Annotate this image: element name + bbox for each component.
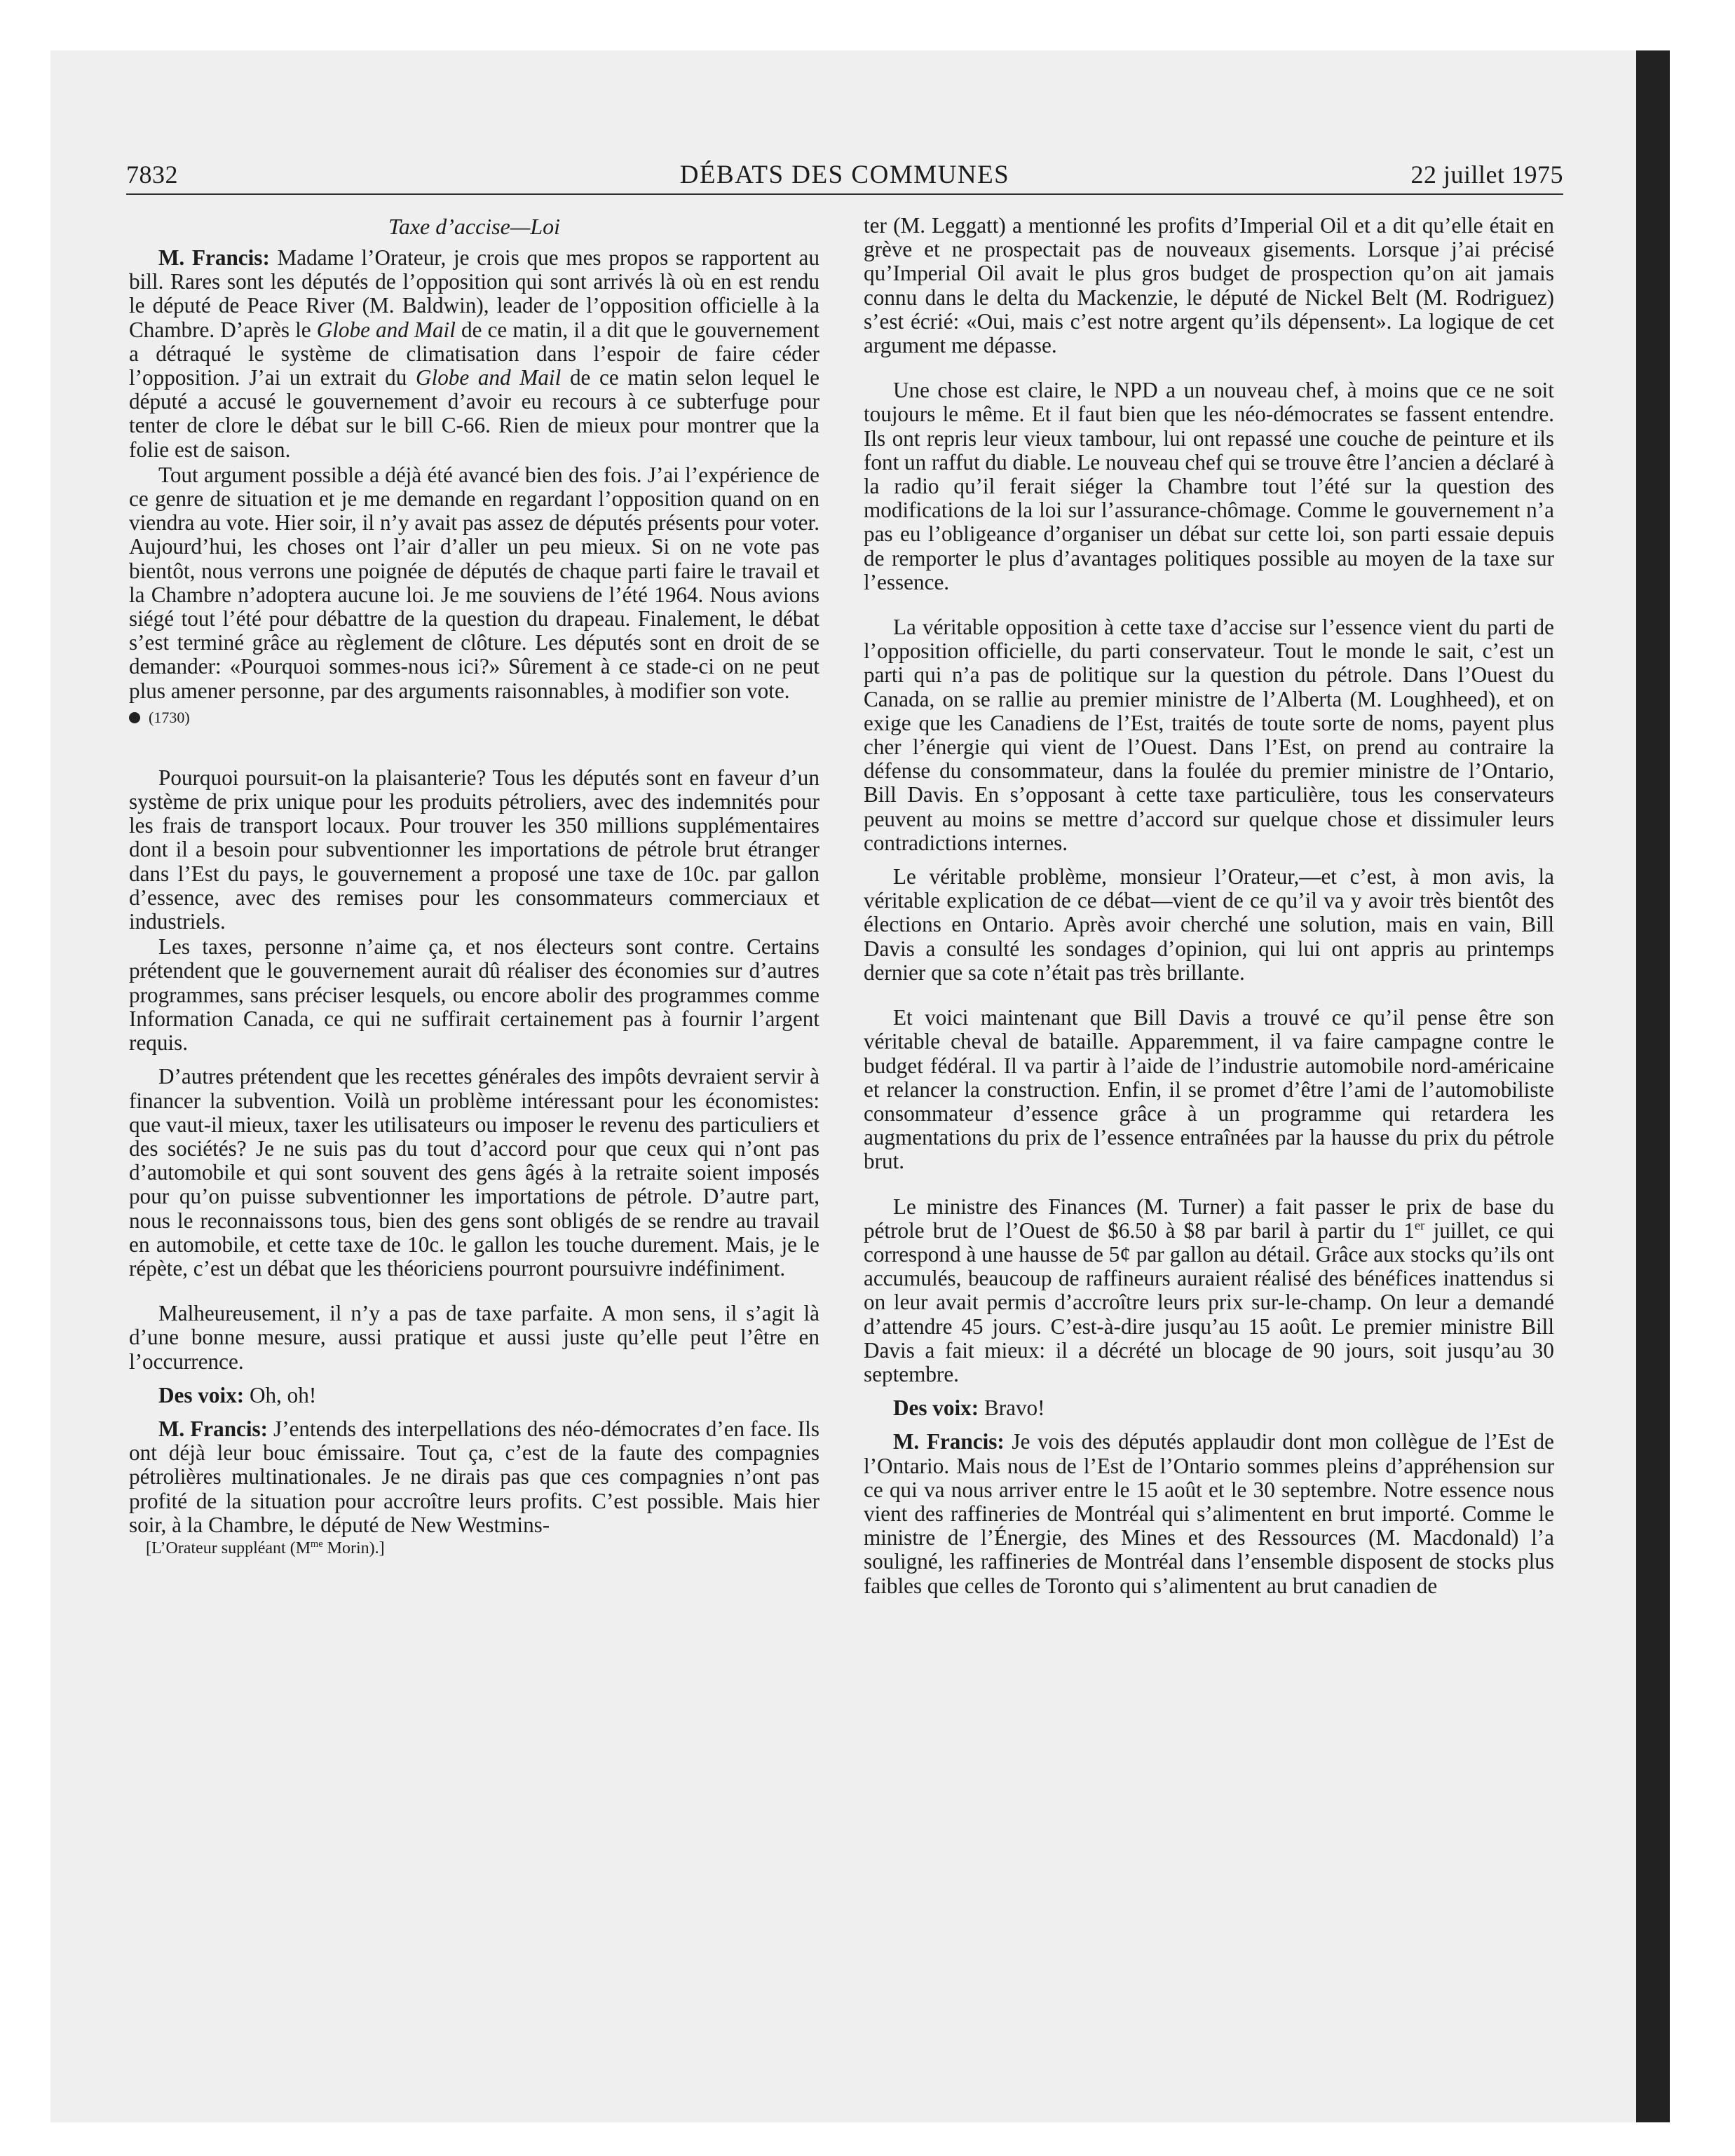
- paragraph-text: Le ministre des Finances (M. Turner) a fait passer le prix de base du pétrole brut de l’Ouest de $6.50 à $8 par baril à partir du 1: [864, 1194, 1554, 1243]
- page-number: 7832: [126, 161, 178, 189]
- paragraph: [864, 1195, 1554, 1387]
- paragraph: Tout argument possible a déjà été avancé bien des fois. J’ai l’expérience de ce genre de situation et je me demande en regardant l’opposition quand on en viendra au vote. Hier soir, il n’y avait pas assez de députés présents pour voter. Aujourd’hui, les choses ont l’air d’aller un peu mieux. Si on ne vote pas bientôt, nous verrons une poignée de députés de chaque parti faire le travail et la Chambre n’adoptera aucune loi. Je me souviens de l’été 1964. Nous avions siégé tout l’été pour débattre de la question du drapeau. Finalement, le débat s’est terminé grâce au règlement de clôture. Les députés sont en droit de se demander: «Pourquoi sommes-nous ici?» Sûrement à ce stade-ci on ne peut plus amener personne, par des arguments raisonnables, à modifier son vote.: [129, 462, 819, 703]
- chair-note-superscript: me: [311, 1538, 323, 1550]
- paragraph: [864, 1430, 1554, 1597]
- publication-title: Globe and Mail: [316, 317, 456, 342]
- paragraph: Malheureusement, il n’y a pas de taxe parfaite. A mon sens, il s’agit là d’une bonne mesure, aussi pratique et aussi juste qu’elle peut l’être en l’occurrence.: [129, 1301, 819, 1374]
- bullet-dot-icon: [129, 712, 140, 723]
- right-column: [864, 214, 1554, 1608]
- speaker-name: M. Francis:: [158, 1416, 268, 1441]
- paragraph: Pourquoi poursuit-on la plaisanterie? Tous les députés sont en faveur d’un système de prix unique pour les produits pétroliers, avec des indemnités pour les frais de transport locaux. Pour trouver les 350 millions supplémentaires dont il a besoin pour subventionner les importations de pétrole brut étranger dans l’Est du pays, le gouvernement a proposé une taxe de 10c. par gallon d’essence, avec des remises pour les consommateurs commerciaux et industriels.: [129, 765, 819, 934]
- time-marker-text: (1730): [149, 708, 190, 726]
- paragraph-text: de ce matin, il a dit que le gouvernement a détraqué le système de climatisation dans l’espoir de faire céder l’opposition. J’ai un extrait du: [129, 317, 819, 390]
- page-date: 22 juillet 1975: [1410, 161, 1563, 189]
- speaker-name: Des voix:: [158, 1382, 245, 1407]
- paragraph: [129, 246, 819, 462]
- paragraph: Les taxes, personne n’aime ça, et nos électeurs sont contre. Certains prétendent que le gouvernement aurait dû réaliser des économies sur d’autres programmes, sans préciser lesquels, ou encore abolir des programmes comme Information Canada, ce qui ne suffirait certainement pas à fournir l’argent requis.: [129, 934, 819, 1056]
- journal-title: DÉBATS DES COMMUNES: [679, 161, 1010, 189]
- left-column: [129, 214, 819, 1558]
- paragraph-text: Je vois des députés applaudir dont mon collègue de l’Est de l’Ontario. Mais nous de l’Est de l’Ontario sommes pleins d’appréhension sur ce qui va nous arriver entre le 15 août et le 30 septembre. Notre essence nous vient des raffineries de Montréal qui s’alimentent en brut importé. Comme le ministre de l’Énergie, des Mines et des Ressources (M. Macdonald) l’a souligné, les raffineries de Montréal dans l’ensemble disposent de stocks plus faibles que celles de Toronto qui s’alimentent au brut canadien de: [864, 1429, 1554, 1598]
- section-title: Taxe d’accise—Loi: [388, 214, 560, 239]
- paragraph-text: Madame l’Orateur, je crois que mes propos se rapportent au bill. Rares sont les députés de l’opposition qui sont arrivés là où en est rendu le député de Peace River (M. Baldwin), leader de l’opposition officielle à la Chambre. D’après le: [129, 245, 819, 342]
- running-header: [126, 160, 1563, 196]
- paragraph-text: J’entends des interpellations des néo-démocrates d’en face. Ils ont déjà leur bouc émissaire. Tout ça, c’est de la faute des compagnies pétrolières multinationales. Je ne dirais pas que ces compagnies n’ont pas profité de la situation pour accroître leurs profits. C’est possible. Mais hier soir, à la Chambre, le député de New Westmins-: [129, 1416, 819, 1537]
- scan-edge-bar: [1636, 50, 1670, 2122]
- paragraph: Le véritable problème, monsieur l’Orateur,—et c’est, à mon avis, la véritable explication de ce débat—vient de ce qu’il va y avoir très bientôt des élections en Ontario. Après avoir cherché une solution, mais en vain, Bill Davis a consulté les sondages d’opinion, qui lui ont appris au printemps dernier que sa cote n’était pas très brillante.: [864, 864, 1554, 985]
- paragraph: D’autres prétendent que les recettes générales des impôts devraient servir à financer la subvention. Voilà un problème intéressant pour les économistes: que vaut-il mieux, taxer les utilisateurs ou imposer le revenu des particuliers et des sociétés? Je ne suis pas du tout d’accord pour que ceux qui n’ont pas d’automobile et qui sont souvent des gens âgés à la retraite soient imposés pour qu’on puisse subventionner les importations de pétrole. D’autre part, nous le reconnaissons tous, bien des gens sont obligés de se rendre au travail en automobile, et cette taxe de 10c. le gallon les touche durement. Mais, je le répète, c’est un débat que les théoriciens pourront poursuivre indéfiniment.: [129, 1064, 819, 1281]
- speaker-name: M. Francis:: [893, 1429, 1005, 1454]
- header-rule: [126, 193, 1563, 195]
- paragraph: [129, 1417, 819, 1537]
- paragraph: Et voici maintenant que Bill Davis a trouvé ce qu’il pense être son véritable cheval de bataille. Apparemment, il va faire campagne contre le budget fédéral. Il va partir à l’aide de l’industrie automobile nord-américaine et relancer la construction. Enfin, il se promet d’être l’ami de l’automobiliste consommateur d’essence grâce à un programme qui retardera les augmentations du prix de l’essence entraînées par la hausse du prix du pétrole brut.: [864, 1005, 1554, 1174]
- chair-note-text: [L’Orateur suppléant (M: [146, 1538, 311, 1557]
- paragraph: Une chose est claire, le NPD a un nouveau chef, à moins que ce ne soit toujours le même. Et il faut bien que les néo-démocrates se fassent entendre. Ils ont repris leur vieux tambour, lui ont repassé une couche de peinture et ils font un raffut du diable. Le nouveau chef qui se trouve être l’ancien a déclaré à la radio qu’il ferait siéger la Chambre tout l’été sur la question des modifications de la loi sur l’assurance-chômage. Comme le gouvernement n’a pas eu l’obligeance d’organiser un débat sur cette loi, son parti essaie depuis de remporter le plus d’avantages politiques possible au moyen de la taxe sur l’essence.: [864, 378, 1554, 594]
- publication-title: Globe and Mail: [416, 365, 562, 390]
- speaker-name: M. Francis:: [158, 245, 270, 270]
- chair-note: [146, 1538, 819, 1558]
- paragraph: ter (M. Leggatt) a mentionné les profits d’Imperial Oil et a dit qu’elle était en grève et ne prospectait pas de nouveaux gisements. Lorsque j’ai précisé qu’Imperial Oil avait le plus gros budget de prospection qu’on ait jamais connu dans le delta du Mackenzie, le député de Nickel Belt (M. Rodriguez) s’est écrié: «Oui, mais c’est notre argent qu’ils dépensent». La logique de cet argument me dépasse.: [864, 213, 1554, 358]
- superscript: er: [1414, 1218, 1425, 1234]
- paragraph: [864, 1396, 1554, 1420]
- chair-note-text: Morin).]: [322, 1538, 385, 1557]
- paragraph-text: de ce matin selon lequel le député a accusé le gouvernement d’avoir eu recours à ce subterfuge pour tenter de clore le débat sur le bill C-66. Rien de mieux pour montrer que la folie est de saison.: [129, 365, 820, 462]
- paragraph-text: Bravo!: [979, 1396, 1045, 1421]
- paragraph-text: juillet, ce qui correspond à une hausse de 5¢ par gallon au détail. Grâce aux stocks qu’ils ont accumulés, beaucoup de raffineurs auraient réalisé des bénéfices inattendus si on leur avait permis d’accroître leurs prix sur-le-champ. On leur a demandé d’attendre 45 jours. C’est-à-dire jusqu’au 15 août. Le premier ministre Bill Davis a fait mieux: il a décrété un blocage de 90 jours, soit jusqu’au 30 septembre.: [864, 1217, 1554, 1386]
- time-marker: [129, 707, 819, 728]
- paragraph: La véritable opposition à cette taxe d’accise sur l’essence vient du parti de l’opposition officielle, du parti conservateur. Tout le monde le sait, c’est un parti qui n’a pas de politique sur la question du pétrole. Dans l’Ouest du Canada, on se rallie au premier ministre de l’Alberta (M. Loughheed), et on exige que les Canadiens de l’Est, traités de toute sorte de noms, payent plus cher l’énergie qui vient de l’Ouest. Dans l’Est, on prend au contraire la défense du consommateur, dans la foulée du premier ministre de l’Ontario, Bill Davis. En s’opposant à cette taxe particulière, tous les conservateurs peuvent au moins se mettre d’accord sur quelque chose et dissimuler leurs contradictions internes.: [864, 615, 1554, 855]
- paragraph-text: Oh, oh!: [244, 1382, 317, 1407]
- paragraph: [129, 1384, 819, 1407]
- speaker-name: Des voix:: [893, 1396, 979, 1421]
